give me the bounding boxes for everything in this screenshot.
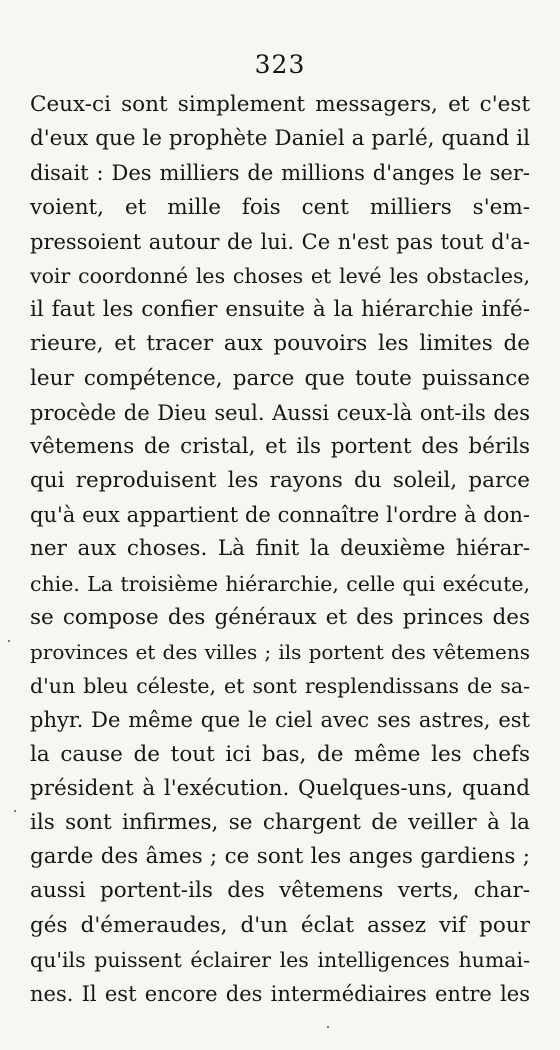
text-line: pressoient autour de lui. Ce n'est pas tout d'a- [30,229,530,254]
text-line: qu'ils puissent éclairer les intelligences humai- [30,947,530,972]
print-speck [8,640,10,642]
text-line: qu'à eux appartient de connaître l'ordre à don- [30,503,530,528]
text-line: procède de Dieu seul. Aussi ceux-là ont-ils des [30,400,530,425]
text-line: garde des âmes ; ce sont les anges gardiens ; [30,844,530,870]
print-speck [327,1026,329,1028]
text-line: Ceux-ci sont simplement messagers, et c'est [30,92,530,117]
text-line: il faut les confier ensuite à la hiérarchie infé- [30,297,530,323]
text-line: nes. Il est encore des intermédiaires entre les [30,981,530,1006]
text-line: voient, et mille fois cent milliers s'em- [30,194,530,220]
body-text [30,88,530,1011]
print-speck [14,810,16,812]
text-line: président à l'exécution. Quelques-uns, quand [30,775,530,801]
text-line: vêtemens de cristal, et ils portent des bérils [30,433,530,459]
text-line: gés d'émeraudes, d'un éclat assez vif pour [30,912,530,938]
text-line: la cause de tout ici bas, de même les chefs [30,741,530,767]
text-line: aussi portent-ils des vêtemens verts, char- [30,878,530,904]
text-line: d'un bleu céleste, et sont resplendissans de sa- [30,674,530,699]
text-line: rieure, et tracer aux pouvoirs les limites de [30,331,530,357]
page-number: 323 [254,50,306,79]
text-line: phyr. De même que le ciel avec ses astres, est [30,708,530,733]
text-line: chie. La troisième hiérarchie, celle qui exécute, [30,571,530,596]
text-line: disait : Des milliers de millions d'anges le ser- [30,161,530,186]
text-line: qui reproduisent les rayons du soleil, parce [30,468,530,494]
text-line: provinces et des villes ; ils portent des vêtemens [30,640,530,664]
text-line: voir coordonné les choses et levé les obstacles, [30,263,530,288]
text-line: se compose des généraux et des princes des [30,604,530,630]
text-line: ils sont infirmes, se chargent de veiller à la [30,809,530,835]
text-line: ner aux choses. Là finit la deuxième hiérar- [30,536,530,562]
text-line: d'eux que le prophète Daniel a parlé, quand il [30,126,530,152]
text-line: leur compétence, parce que toute puissance [30,365,530,391]
